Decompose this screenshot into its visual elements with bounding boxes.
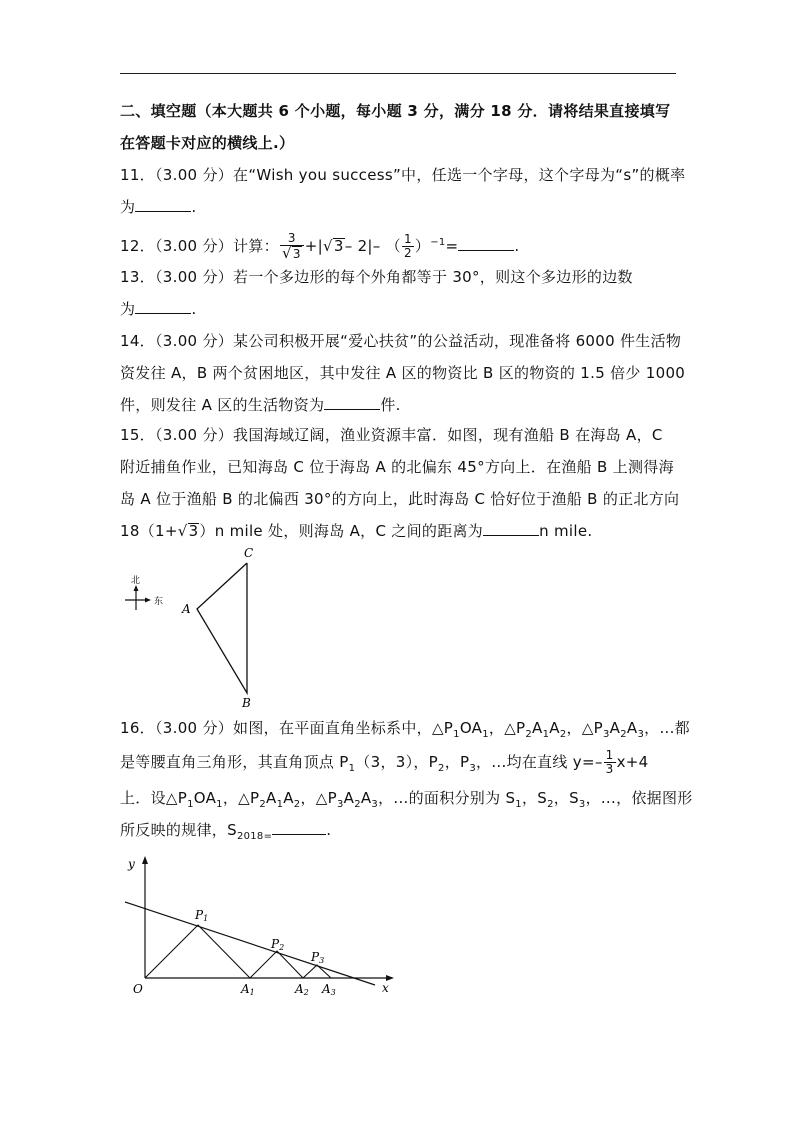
q16-l2-s3: 2 (438, 763, 445, 774)
A3-label: A3 (322, 982, 336, 997)
north-label: 北 (131, 576, 141, 586)
q16-l1-s9: 2 (559, 729, 567, 740)
point-C-label: C (244, 546, 254, 560)
q15-line4 (120, 520, 680, 542)
q16-l4-sub: 2018= (236, 831, 273, 842)
q16-l3-t22: ，...，依据图形 (585, 789, 693, 807)
q16-l2-tail: x+4 (616, 753, 649, 771)
q11-line2 (120, 196, 680, 218)
q16-l3-t0: 上．设△P (120, 789, 188, 807)
triangle-P1OA1 (145, 925, 250, 978)
P3-label: P3 (311, 950, 325, 965)
q16-figure (120, 852, 410, 1002)
line-y-eq (125, 902, 375, 985)
triangle-ABC (197, 563, 247, 693)
q12-exponent: −1 (430, 237, 446, 248)
q16-l1-t16: ，...都 (644, 719, 690, 737)
q16-fraction (604, 749, 616, 776)
section-heading-line1: 二、填空题（本大题共 6 个小题，每小题 3 分，满分 18 分．请将结果直接填写 (120, 102, 671, 120)
q16-l3-s13: 2 (354, 799, 361, 810)
q15-line1: 15．（3.00 分）我国海域辽阔，渔业资源丰富．如图，现有渔船 B 在海岛 A，C (120, 426, 663, 444)
q16-l3-s9: 2 (293, 799, 301, 810)
q12-answer-blank[interactable] (458, 236, 514, 251)
q16-l2-t6: ，...均在直线 y=– (476, 753, 603, 771)
q16-l1-t14: A (626, 719, 638, 737)
q16-l2-t0: 是等腰直角三角形，其直角顶点 P (120, 753, 349, 771)
point-A-label: A (182, 602, 191, 616)
q16-l1-s15: 3 (637, 729, 645, 740)
q15-suffix: n mile. (539, 522, 593, 540)
q16-l2-t4: ，P (444, 753, 470, 771)
q16-l3-s11: 3 (336, 799, 344, 810)
q12-frac2-num: 1 (403, 232, 412, 246)
section-heading-line2: 在答题卡对应的横线上.） (120, 134, 295, 152)
q16-l1-t12: A (609, 719, 621, 737)
q14-answer-blank[interactable] (324, 395, 380, 410)
origin-label: O (133, 982, 143, 996)
q12-frac1-num: 3 (280, 232, 304, 246)
q14-line3 (120, 394, 680, 416)
A2-label: A2 (295, 982, 309, 997)
q16-l3-t10: ，△P (300, 789, 337, 807)
triangle-P3A2A3 (303, 965, 331, 978)
q16-l3-s7: 1 (276, 799, 284, 810)
radical-icon: √ (281, 244, 292, 262)
q15-line2: 附近捕鱼作业，已知海岛 C 位于海岛 A 的北偏东 45°方向上．在渔船 B 上测得海 (120, 458, 674, 476)
radical-icon: √ (177, 522, 188, 540)
q16-l3-t12: A (343, 789, 355, 807)
q16-l1-t10: ，△P (566, 719, 603, 737)
q12-suffix: . (514, 237, 520, 255)
top-rule (120, 73, 676, 74)
q16-l3-t6: A (266, 789, 277, 807)
q16-l3-t16: ，...的面积分别为 S (378, 789, 516, 807)
q15-answer-blank[interactable] (483, 521, 539, 536)
q14-line1: 14．（3.00 分）某公司积极开展“爱心扶贫”的公益活动，现准备将 6000 件生活物 (120, 332, 682, 350)
y-axis-arrow-icon (142, 856, 148, 864)
q12-abs-rad: 3 (333, 237, 344, 255)
q16-l1-s3: 1 (482, 729, 489, 740)
q16-l1-t4: ，△P (488, 719, 526, 737)
q16-l3-s17: 1 (515, 799, 522, 810)
q12-prefix: 12．（3.00 分）计算： (120, 237, 279, 255)
q12-close-paren: ） (414, 237, 431, 255)
q11-prefix: 为 (120, 198, 136, 216)
q16-l3-t8: A (283, 789, 294, 807)
q12-fraction-2 (402, 233, 414, 260)
q13-suffix: . (191, 300, 197, 318)
q12-line (120, 228, 680, 261)
q12-abs-rest: – 2|– （ (344, 237, 401, 255)
q16-l1-s13: 2 (620, 729, 627, 740)
q16-l1-s1: 1 (453, 729, 460, 740)
q15-mid: ）n mile 处，则海岛 A，C 之间的距离为 (199, 522, 484, 540)
compass-icon (125, 585, 151, 610)
q16-l3-s21: 3 (578, 799, 586, 810)
q16-l1-t0: 16．（3.00 分）如图，在平面直角坐标系中，△P (120, 719, 454, 737)
q16-l1-t8: A (549, 719, 560, 737)
q16-l3-s5: 2 (259, 799, 266, 810)
q16-line3 (120, 787, 693, 816)
q16-l4-prefix: 所反映的规律，S (120, 821, 237, 839)
q11-suffix: . (191, 198, 197, 216)
q12-fraction-1 (280, 232, 304, 261)
q16-l1-t2: OA (459, 719, 483, 737)
q16-l3-s3: 1 (216, 799, 223, 810)
q16-l2-s1: 1 (348, 763, 356, 774)
q16-l2-s5: 3 (469, 763, 477, 774)
q12-frac1-den: 3 (292, 247, 301, 261)
q16-frac-den: 3 (605, 762, 614, 776)
P1-label: P1 (195, 908, 209, 923)
q16-l3-t18: ，S (521, 789, 548, 807)
radical-icon: √ (323, 237, 333, 255)
P2-label: P2 (271, 937, 285, 952)
q12-equals: = (445, 237, 459, 255)
q16-frac-num: 1 (605, 748, 614, 762)
q15-line3: 岛 A 位于渔船 B 的北偏西 30°的方向上，此时海岛 C 恰好位于渔船 B 的正北方向 (120, 490, 680, 508)
q16-line1 (120, 717, 690, 746)
q16-l1-s7: 1 (542, 729, 550, 740)
q12-abs-open: +| (304, 237, 323, 255)
q13-prefix: 为 (120, 300, 136, 318)
q11-answer-blank[interactable] (135, 197, 191, 212)
q16-l3-t4: ，△P (222, 789, 260, 807)
q16-l1-t6: A (532, 719, 543, 737)
q13-line1: 13．（3.00 分）若一个多边形的每个外角都等于 30°，则这个多边形的边数 (120, 268, 633, 286)
q16-l3-t2: OA (193, 789, 217, 807)
y-label: y (128, 857, 135, 871)
q16-l3-s1: 1 (187, 799, 194, 810)
q16-l1-s11: 3 (603, 729, 610, 740)
q13-line2 (120, 298, 680, 320)
q12-frac2-den: 2 (403, 246, 412, 260)
q16-l1-s5: 2 (525, 729, 533, 740)
point-B-label: B (242, 696, 251, 710)
A1-label: A1 (241, 982, 255, 997)
q16-answer-blank[interactable] (272, 820, 326, 835)
q13-answer-blank[interactable] (135, 299, 191, 314)
east-label: 东 (154, 597, 164, 607)
q16-l3-t14: A (360, 789, 372, 807)
q15-figure (120, 545, 280, 710)
q14-suffix: 件. (380, 396, 401, 414)
q16-l3-s15: 3 (371, 799, 379, 810)
q14-prefix: 件，则发往 A 区的生活物资为 (120, 396, 325, 414)
q16-l2-t2: （3，3），P (355, 753, 439, 771)
q16-line2 (120, 745, 680, 786)
q16-line4 (120, 819, 680, 848)
triangle-P2A1A2 (250, 951, 303, 978)
q16-l3-t20: ，S (553, 789, 579, 807)
q16-l4-suffix: . (326, 821, 332, 839)
q15-prefix: 18（1+ (120, 522, 178, 540)
x-label: x (382, 981, 389, 995)
q14-line2: 资发往 A，B 两个贫困地区，其中发往 A 区的物资比 B 区的物资的 1.5 倍少 1000 (120, 364, 686, 382)
q15-radicand: 3 (188, 522, 199, 540)
q11-line1: 11．（3.00 分）在“Wish you success”中，任选一个字母，这个字母为“s”的概率 (120, 166, 686, 184)
q16-l3-s19: 2 (547, 799, 554, 810)
